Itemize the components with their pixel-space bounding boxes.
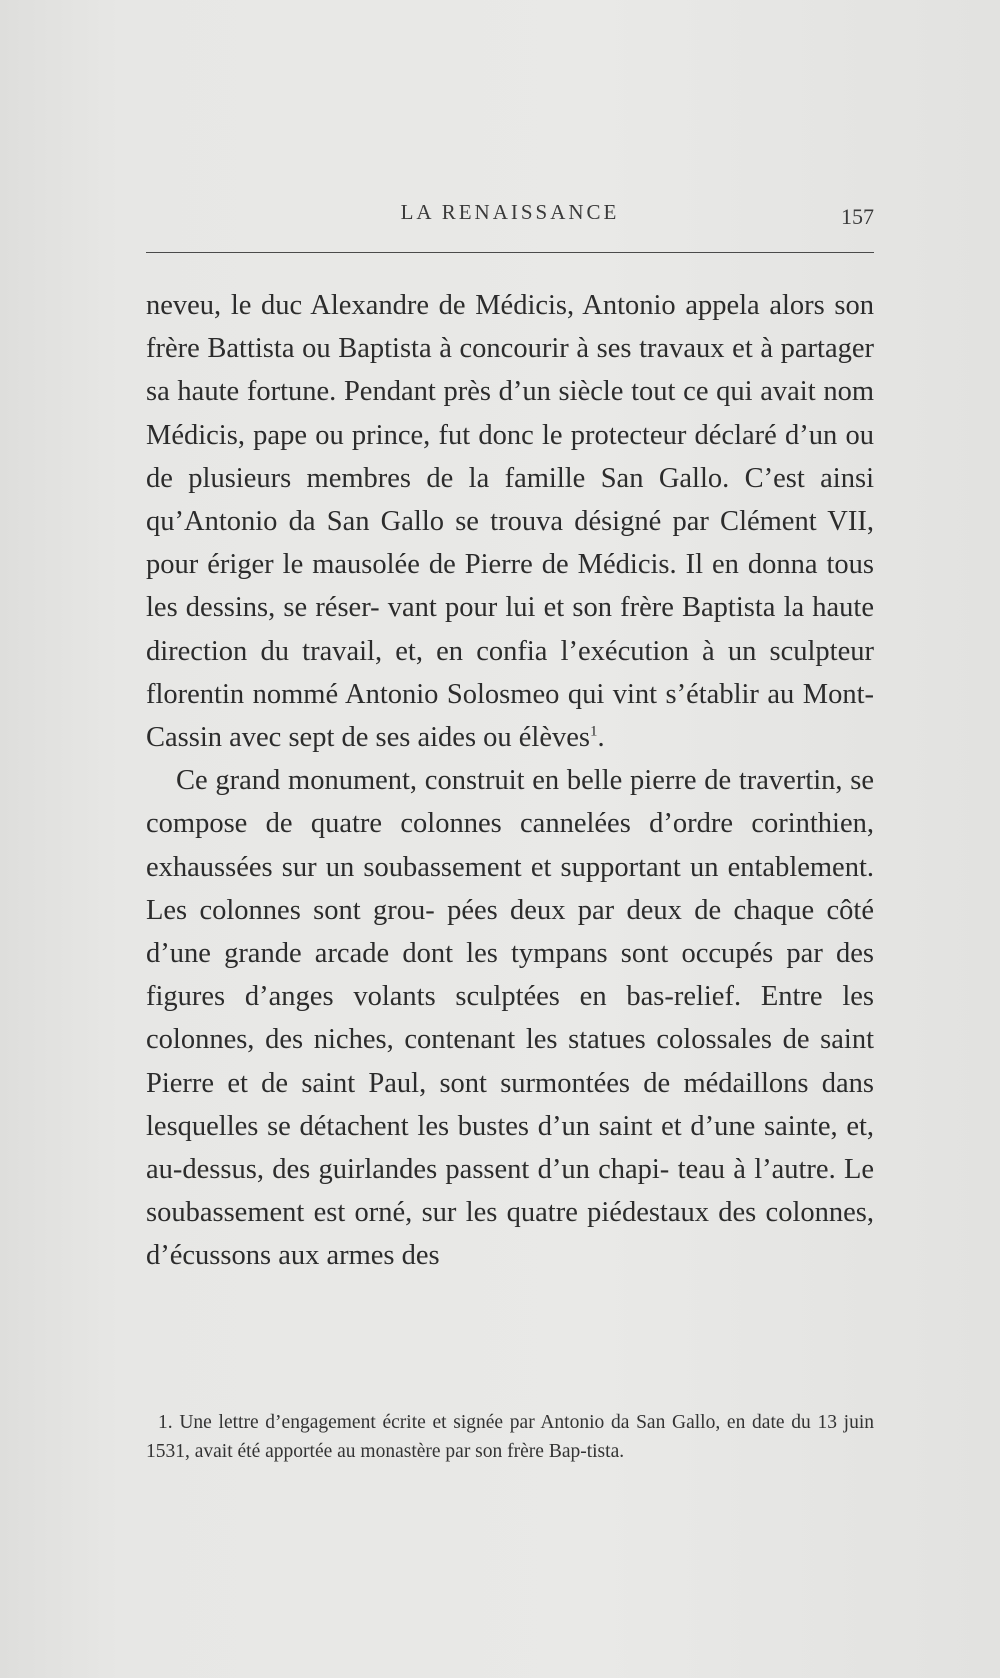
page-header <box>146 200 874 240</box>
text-line: piédestaux des colonnes, d’écussons aux armes des <box>146 1197 874 1272</box>
text-line: et supportant un entablement. Les colonnes sont grou- <box>146 851 874 926</box>
text-line-end: . <box>597 722 605 754</box>
text-line: dont les tympans sont occupés par des figures d’anges <box>146 938 874 1013</box>
text-line: et à partager sa haute fortune. Pendant près d’un siècle <box>146 333 874 408</box>
text-line: trouva désigné par Clément VII, pour ériger le mausolée de <box>146 506 874 581</box>
text-line: pées deux par deux de chaque côté d’une grande arcade <box>146 894 874 970</box>
text-line: famille San Gallo. C’est ainsi qu’Antonio da San Gallo se <box>146 462 874 538</box>
footnote-reference: 1 <box>590 723 598 740</box>
header-rule <box>146 252 874 253</box>
body-text <box>146 284 874 1278</box>
text-line: nommé Antonio Solosmeo qui vint s’établir au Mont- <box>252 678 875 710</box>
text-line: le protecteur déclaré d’un ou de plusieurs membres de la <box>146 419 875 494</box>
text-line: son frère Battista ou Baptista à concourir à ses travaux <box>146 290 875 365</box>
text-line: lesquelles se détachent les bustes d’un saint et d’une <box>146 1110 756 1142</box>
paragraph-2 <box>146 759 874 1277</box>
text-line: Cassin avec sept de ses aides ou élèves <box>146 722 590 754</box>
footnote-marker: 1. <box>158 1412 173 1433</box>
text-line: neveu, le duc Alexandre de Médicis, Antonio appela alors <box>146 290 825 321</box>
text-line: teau à l’autre. Le soubassement est orné, sur les quatre <box>146 1154 875 1229</box>
footnotes <box>146 1408 874 1466</box>
footnote-text: Une lettre d’engagement écrite et signée par Antonio da San Gallo, en date du 13 juin 1531, avait été apportée au monastère par son frère Bap-tista. <box>146 1412 874 1462</box>
text-line: Ce grand monument, construit en belle pierre de <box>176 765 732 797</box>
text-line: tout ce qui avait nom Médicis, pape ou prince, fut donc <box>146 376 875 451</box>
footnote-1 <box>146 1408 874 1466</box>
text-line: d’ordre corinthien, exhaussées sur un soubassement <box>146 808 874 883</box>
text-line: vant pour lui et son frère Baptista la haute direction du <box>146 592 875 667</box>
text-line: Pierre de Médicis. Il en donna tous les dessins, se réser- <box>146 549 875 624</box>
text-line: niches, contenant les statues colossales de saint Pierre <box>146 1024 874 1099</box>
page-number: 157 <box>841 204 874 229</box>
text-line: travail, et, en confia l’exécution à un sculpteur florentin <box>146 635 874 710</box>
text-line: et de saint Paul, sont surmontées de médaillons dans <box>227 1067 875 1099</box>
running-title: LA RENAISSANCE <box>400 200 620 224</box>
text-line: sainte, et, au-dessus, des guirlandes passent d’un chapi- <box>146 1110 875 1186</box>
paragraph-1 <box>146 284 874 759</box>
text-line: travertin, se compose de quatre colonnes cannelées <box>146 765 875 840</box>
text-line: volants sculptées en bas-relief. Entre les colonnes, des <box>146 981 874 1056</box>
